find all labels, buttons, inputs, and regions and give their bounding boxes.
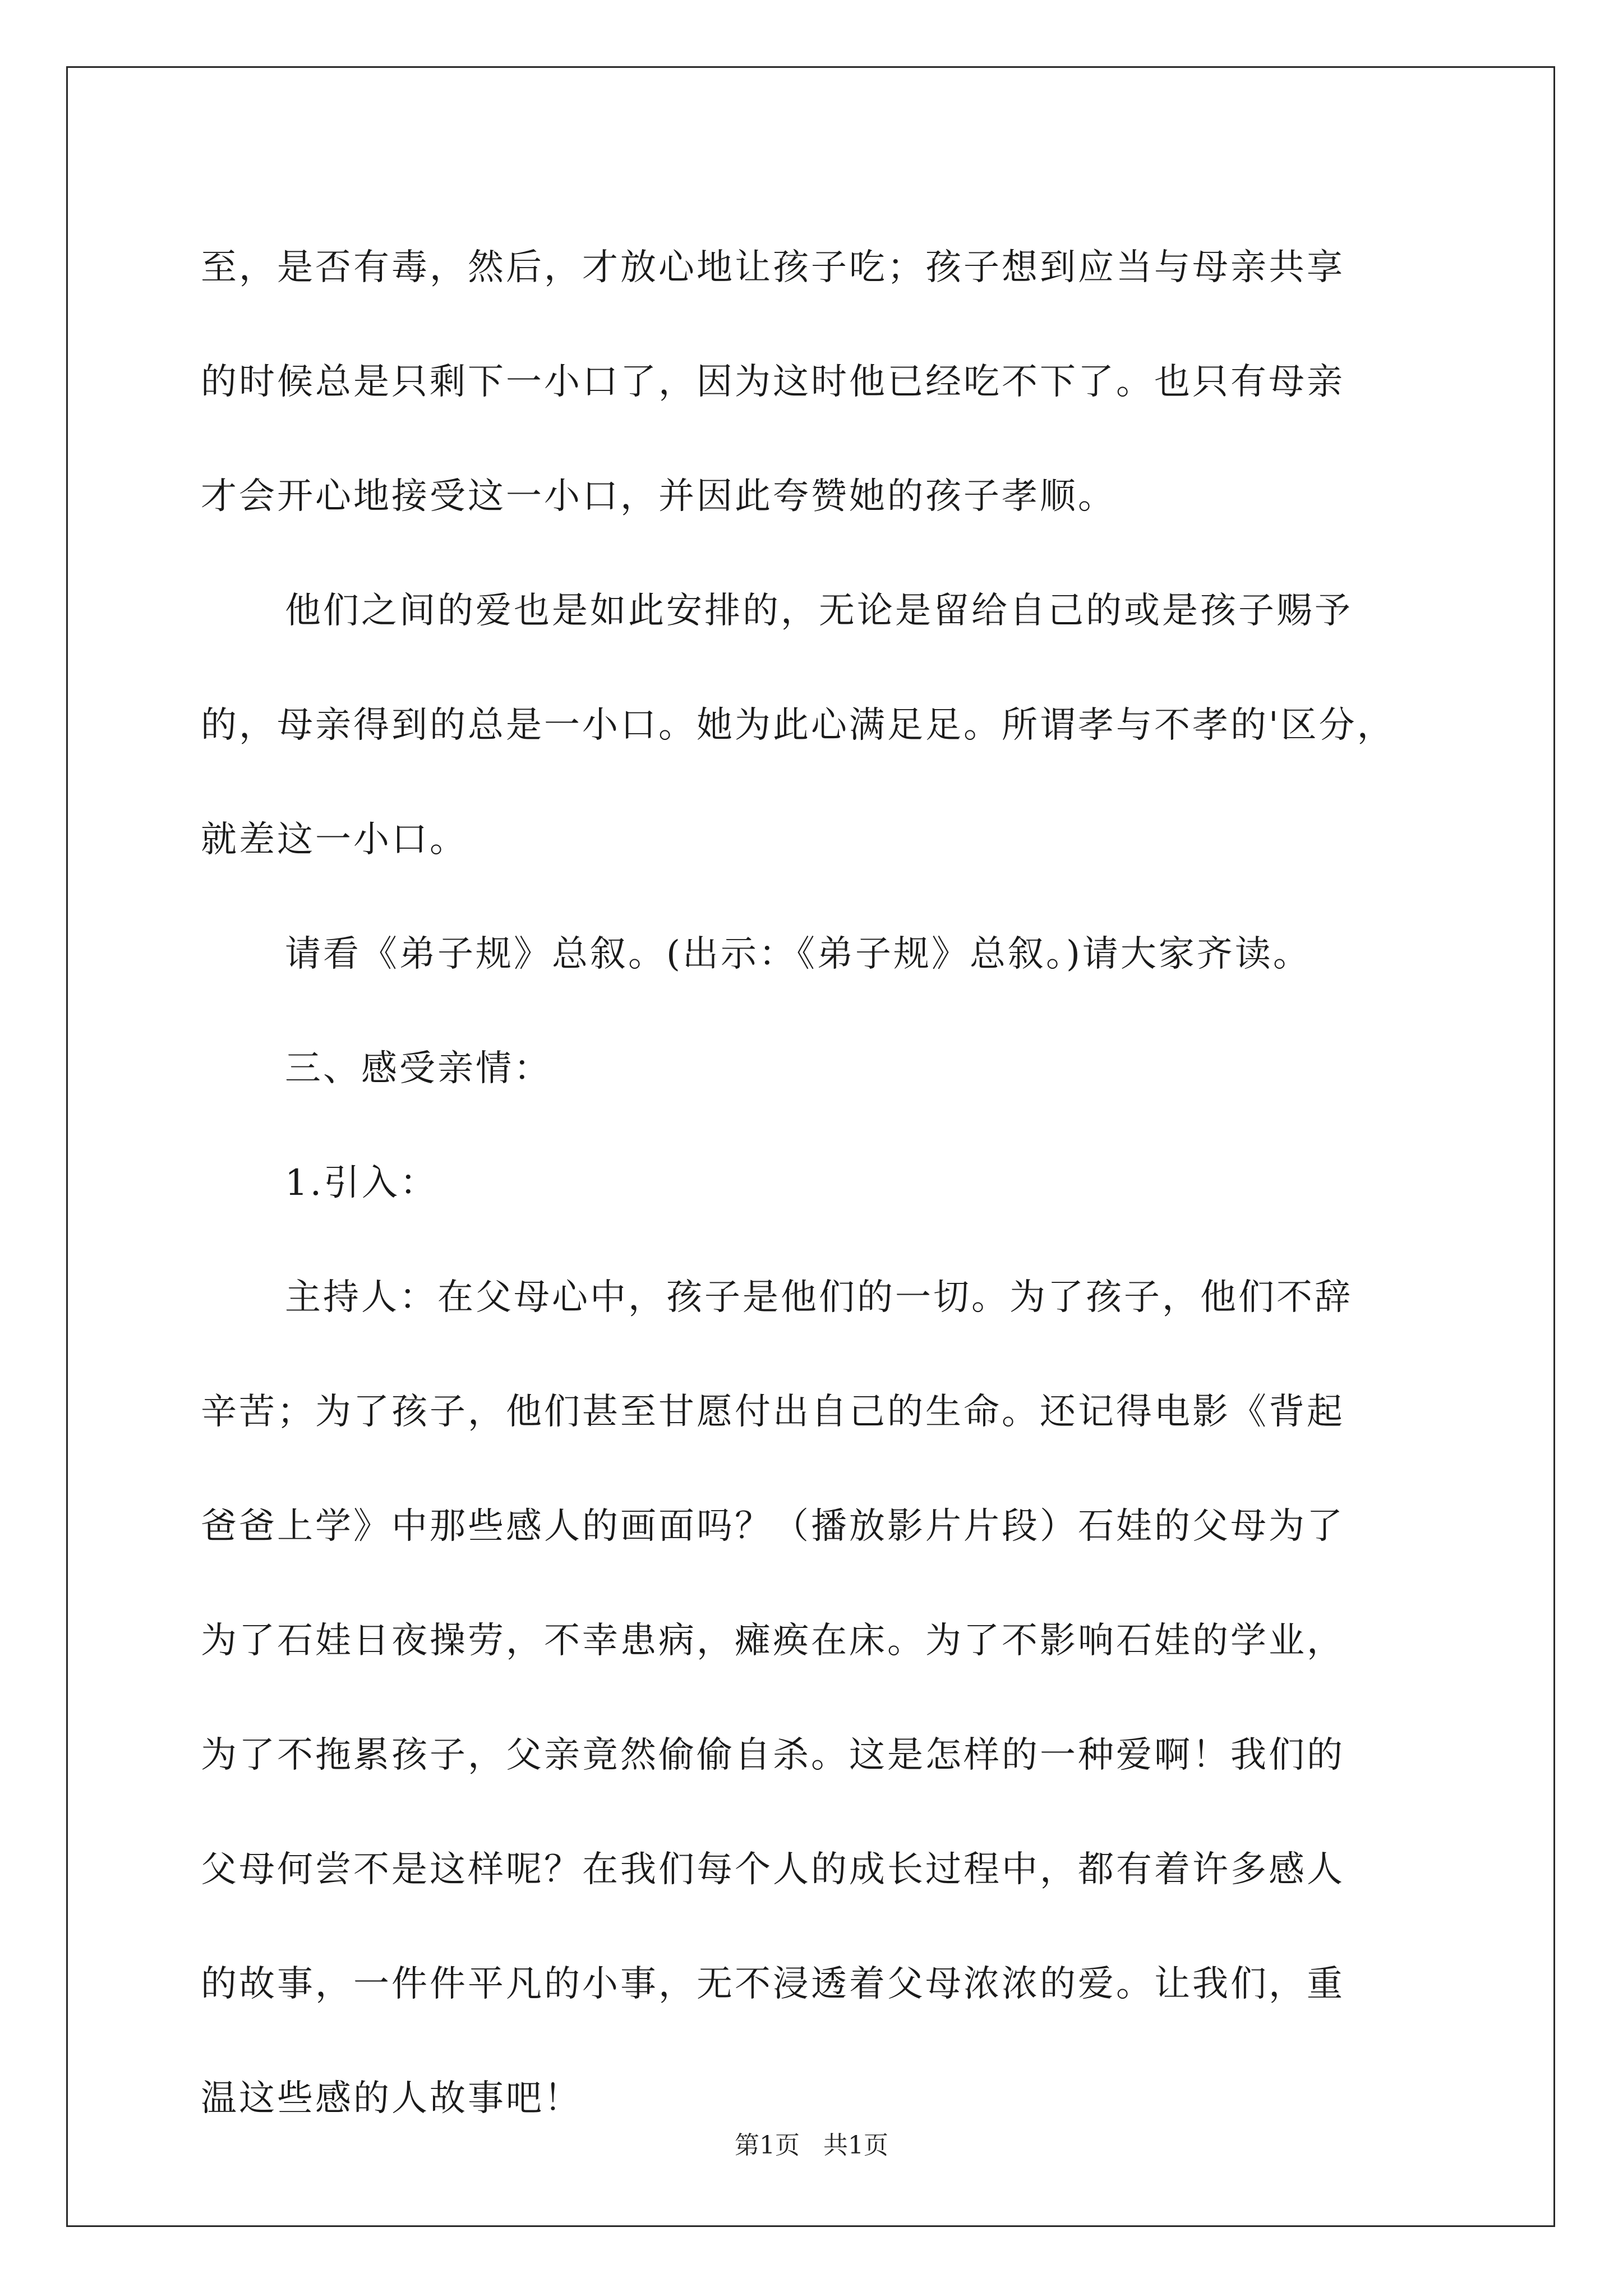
paragraph [201, 554, 1423, 897]
page-number-text: 第1页 共1页 [735, 2131, 888, 2160]
text-line: 至，是否有毒，然后，才放心地让孩子吃；孩子想到应当与母亲共享 [201, 247, 1345, 288]
text-line: 就差这一小口。 [201, 819, 468, 861]
list-item-heading [201, 1126, 1423, 1240]
text-line: 才会开心地接受这一小口，并因此夸赞她的孩子孝顺。 [201, 476, 1116, 517]
text-line: 的，母亲得到的总是一小口。她为此心满足足。所谓孝与不孝的'区分， [201, 705, 1395, 746]
text-line: 三、感受亲情： [285, 1048, 552, 1089]
text-line: 父母何尝不是这样呢？在我们每个人的成长过程中，都有着许多感人 [201, 1849, 1345, 1890]
text-line: 温这些感的人故事吧！ [201, 2078, 582, 2119]
text-line: 主持人：在父母心中，孩子是他们的一切。为了孩子，他们不辞 [285, 1277, 1353, 1318]
document-body [201, 210, 1423, 2156]
text-line: 爸爸上学》中那些感人的画面吗？（播放影片片段）石娃的父母为了 [201, 1506, 1345, 1547]
page-number-footer [0, 2129, 1623, 2162]
text-line: 请看《弟子规》总叙。(出示：《弟子规》总叙。)请大家齐读。 [285, 933, 1311, 975]
text-line: 为了石娃日夜操劳，不幸患病，瘫痪在床。为了不影响石娃的学业， [201, 1620, 1345, 1662]
text-line: 1.引入： [285, 1162, 439, 1204]
paragraph [201, 210, 1423, 554]
text-line: 为了不拖累孩子，父亲竟然偷偷自杀。这是怎样的一种爱啊！我们的 [201, 1734, 1345, 1776]
paragraph [201, 897, 1423, 1011]
text-line: 辛苦；为了孩子，他们甚至甘愿付出自己的生命。还记得电影《背起 [201, 1391, 1345, 1433]
text-line: 的故事，一件件平凡的小事，无不浸透着父母浓浓的爱。让我们，重 [201, 1963, 1345, 2005]
section-heading [201, 1011, 1423, 1126]
text-line: 的时候总是只剩下一小口了，因为这时他已经吃不下了。也只有母亲 [201, 361, 1345, 403]
paragraph [201, 1240, 1423, 2156]
text-line: 他们之间的爱也是如此安排的，无论是留给自己的或是孩子赐予 [285, 590, 1353, 632]
